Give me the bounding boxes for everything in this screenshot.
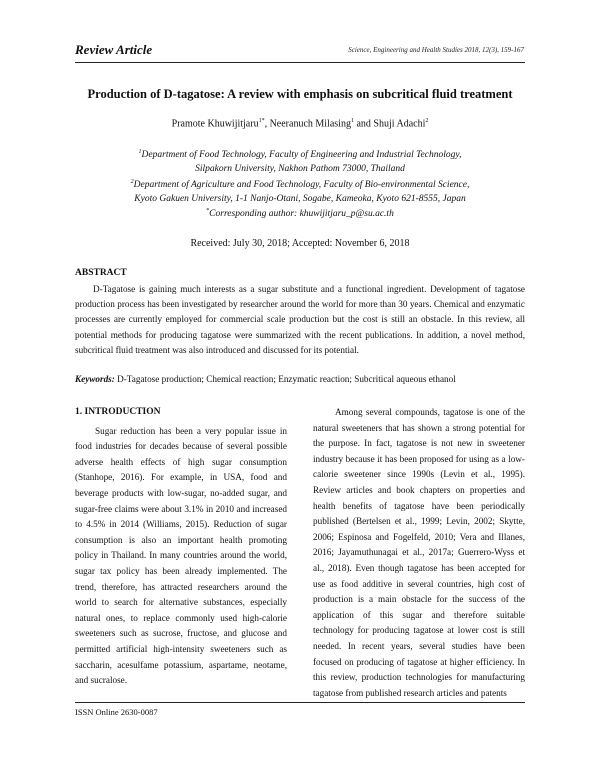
affiliation-mark: 2 bbox=[130, 179, 134, 185]
left-column bbox=[75, 405, 287, 689]
corresponding-author bbox=[60, 208, 540, 219]
affiliation-mark: 1 bbox=[138, 149, 142, 155]
affiliation-line: Department of Food Technology, Faculty of Engineering and Industrial Technology, bbox=[141, 150, 462, 161]
intro-paragraph-2: Among several compounds, tagatose is one of the natural sweeteners that has shown a strong potential for the purpose. In fact, tagatose is not new in sweetener industry because it has been proposed for using as a low-calorie sweetener since 1990s (Levin et al., 1995). Review articles and book chapters on properties and health benefits of tagatose have been periodically published (Bertelsen et al., 1999; Levin, 2002; Skytte, 2006; Espinosa and Fogelfeld, 2010; Vera and Illanes, 2016; Jayamuthunagai et al., 2017a; Guerrero-Wyss et al., 2018). Even though tagatose has been accepted for use as food additive in several countries, high cost of production is a main obstacle for the success of the application of this sugar and therefore suitable technology for producing tagatose at lower cost is still needed. In recent years, several studies have been focused on producing of tagatose at higher efficiency. In this review, production technologies for manufacturing tagatose from published research articles and patents bbox=[313, 407, 525, 698]
keywords-label: Keywords: bbox=[75, 374, 115, 384]
right-column bbox=[313, 405, 525, 701]
affiliation-line: Department of Agriculture and Food Technology, Faculty of Bio-environmental Science, bbox=[133, 180, 470, 191]
author-affiliation-mark: 1* bbox=[258, 118, 265, 124]
author-affiliation-mark: 1 bbox=[350, 118, 354, 124]
keywords-line bbox=[75, 374, 456, 384]
received-dates: Received: July 30, 2018; Accepted: November 6, 2018 bbox=[190, 238, 410, 249]
corresponding-email: Corresponding author: khuwijitjaru_p@su.ac.th bbox=[209, 209, 394, 220]
keywords-text: D-Tagatose production; Chemical reaction; Enzymatic reaction; Subcritical aqueous ethanol bbox=[117, 374, 456, 384]
footer-divider bbox=[75, 702, 525, 703]
author-name: Shuji Adachi bbox=[373, 118, 426, 130]
author-name: Pramote Khuwijitjaru bbox=[171, 118, 259, 130]
corresponding-mark: * bbox=[206, 208, 210, 214]
author-separator: , bbox=[264, 118, 270, 130]
affiliation-1 bbox=[60, 149, 540, 160]
affiliation-1-address: Silpakorn University, Nakhon Pathom 73000, Thailand bbox=[195, 164, 405, 174]
affiliation-2 bbox=[60, 179, 540, 190]
abstract-heading: ABSTRACT bbox=[75, 268, 127, 278]
article-type-label: Review Article bbox=[75, 42, 153, 57]
issn-footer: ISSN Online 2630-0087 bbox=[75, 707, 158, 717]
author-affiliation-mark: 2 bbox=[425, 118, 429, 124]
header-divider bbox=[75, 62, 525, 63]
affiliation-2-address: Kyoto Gakuen University, 1-1 Nanjo-Otani, Sogabe, Kameoka, Kyoto 621-8555, Japan bbox=[134, 194, 466, 204]
abstract-text: D-Tagatose is gaining much interests as a sugar substitute and a functional ingredient. Development of tagatose production process has been investigated by researcher around the world for more than 30 years. Chemical and enzymatic processes are currently employed for commercial scale production but the cost is still an obstacle. In this review, all potential methods for producing tagatose were summarized with the recent publications. In addition, a novel method, subcritical fluid treatment was also introduced and discussed for its potential. bbox=[75, 284, 525, 355]
author-separator: and bbox=[353, 118, 374, 130]
paper-title: Production of D-tagatose: A review with emphasis on subcritical fluid treatment bbox=[87, 87, 513, 101]
section-heading: 1. INTRODUCTION bbox=[75, 407, 161, 417]
journal-citation: Science, Engineering and Health Studies 2018, 12(3), 159-167 bbox=[348, 46, 524, 54]
author-list bbox=[60, 118, 540, 129]
author-name: Neeranuch Milasing bbox=[269, 118, 351, 130]
intro-paragraph-1: Sugar reduction has been a very popular issue in food industries for decades because of several possible adverse health effects of high sugar consumption (Stanhope, 2016). For example, in USA, food and beverage products with low-sugar, no-added sugar, and sugar-free claims were about 3.1% in 2010 and increased to 4.5% in 2014 (Williams, 2015). Reduction of sugar consumption is also an important health promoting policy in Thailand. In many countries around the world, sugar tax policy has been already implemented. The trend, therefore, has attracted researchers around the world to search for alternative substances, especially natural ones, to replace commonly used high-calorie sweeteners such as sucrose, fructose, and glucose and permitted artificial high-intensity sweeteners such as saccharin, acesulfame potassium, aspartame, neotame, and sucralose. bbox=[75, 425, 287, 686]
